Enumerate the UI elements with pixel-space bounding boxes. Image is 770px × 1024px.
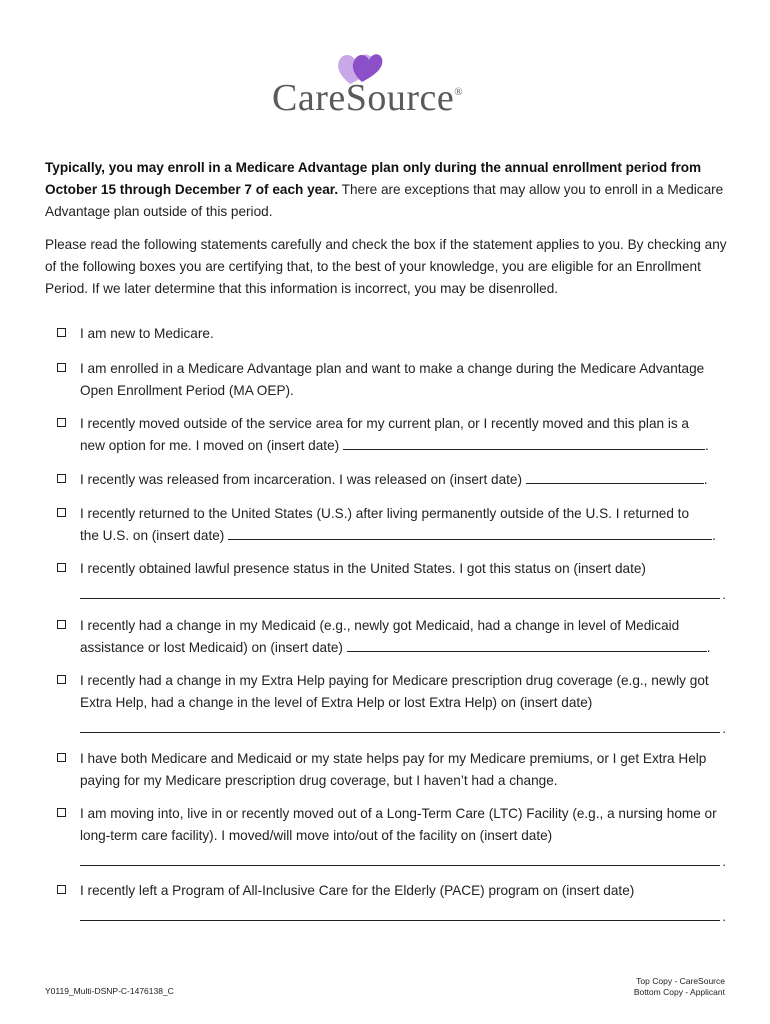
logo-wordmark: CareSource: [272, 77, 455, 119]
item-text: I have both Medicare and Medicaid or my state helps pay for my Medicare premiums, or I get Extra Help paying for my Medicare prescription drug coverage, but I haven’t had a change.: [80, 751, 707, 788]
item-text: I recently was released from incarceration. I was released on (insert date): [80, 472, 522, 487]
date-input-line[interactable]: [228, 525, 712, 540]
registered-mark: ®: [454, 86, 464, 98]
date-input-line[interactable]: [80, 849, 720, 866]
item-text: new option for me. I moved on (insert date): [80, 438, 340, 453]
date-input-line[interactable]: [343, 435, 705, 450]
item-text-line1: I recently had a change in my Medicaid (e.g., newly got Medicaid, had a change in level of Medicaid: [80, 618, 680, 633]
checkbox[interactable]: [57, 363, 66, 372]
checkbox[interactable]: [57, 620, 66, 629]
checkbox[interactable]: [57, 563, 66, 572]
form-code: Y0119_Multi-DSNP-C-1476138_C: [45, 986, 174, 996]
item-text-line1: I recently returned to the United States (U.S.) after living permanently outside of the U.S. I returned to: [80, 506, 690, 521]
date-input-line[interactable]: [80, 582, 720, 599]
date-input-line[interactable]: [80, 904, 720, 921]
intro-rest-text: There are exceptions that may allow you to enroll in a Medicare Advantage plan outside of this period.: [45, 182, 724, 219]
item-text: I am new to Medicare.: [80, 326, 214, 341]
item-text: assistance or lost Medicaid) on (insert date): [80, 640, 343, 655]
item-text: the U.S. on (insert date): [80, 528, 225, 543]
date-input-line[interactable]: [347, 637, 707, 652]
date-input-line[interactable]: [526, 469, 704, 484]
item-text: I recently had a change in my Extra Help paying for Medicare prescription drug coverage (e.g., newly got Extra Help, had a change in the level of Extra Help or lost Extra Help) on (insert date): [80, 673, 709, 710]
item-text: I recently obtained lawful presence status in the United States. I got this status on (insert date): [80, 561, 646, 576]
caresource-logo: [272, 48, 502, 118]
item-text: I am enrolled in a Medicare Advantage plan and want to make a change during the Medicare Advantage Open Enrollment Period (MA OEP).: [80, 361, 705, 398]
copy-distribution: [634, 976, 725, 998]
checkbox[interactable]: [57, 418, 66, 427]
checkbox[interactable]: [57, 885, 66, 894]
instructions-paragraph: Please read the following statements carefully and check the box if the statement applies to you. By checking any of the following boxes you are certifying that, to the best of your knowledge, you are eligible for an Enrollment Period. If we later determine that this information is incorrect, you may be disenrolled.: [45, 237, 727, 296]
item-text: I am moving into, live in or recently moved out of a Long-Term Care (LTC) Facility (e.g., a nursing home or long-term care facility). I moved/will move into/out of the facility on (insert date): [80, 806, 717, 843]
item-text-line2: assistance or lost Medicaid) on (insert date) .: [80, 637, 720, 659]
top-copy-label: Top Copy - CareSource: [636, 976, 725, 986]
checkbox[interactable]: [57, 675, 66, 684]
checkbox[interactable]: [57, 753, 66, 762]
item-text-line: I recently was released from incarceration. I was released on (insert date) .: [80, 469, 720, 491]
intro-paragraph: [45, 157, 735, 223]
intro-bold-text: Typically, you may enroll in a Medicare Advantage plan only during the annual enrollment period from October 15 through December 7 of each year.: [45, 160, 702, 197]
item-text-line2: new option for me. I moved on (insert date) .: [80, 435, 720, 457]
checkbox[interactable]: [57, 508, 66, 517]
checkbox[interactable]: [57, 808, 66, 817]
bottom-copy-label: Bottom Copy - Applicant: [633, 987, 725, 997]
item-text-line1: I recently moved outside of the service area for my current plan, or I recently moved and this plan is a: [80, 416, 689, 431]
item-text: I recently left a Program of All-Inclusive Care for the Elderly (PACE) program on (insert date): [80, 883, 635, 898]
item-text-line2: the U.S. on (insert date) .: [80, 525, 720, 547]
date-input-line[interactable]: [80, 716, 720, 733]
checkbox[interactable]: [57, 328, 66, 337]
checkbox[interactable]: [57, 474, 66, 483]
